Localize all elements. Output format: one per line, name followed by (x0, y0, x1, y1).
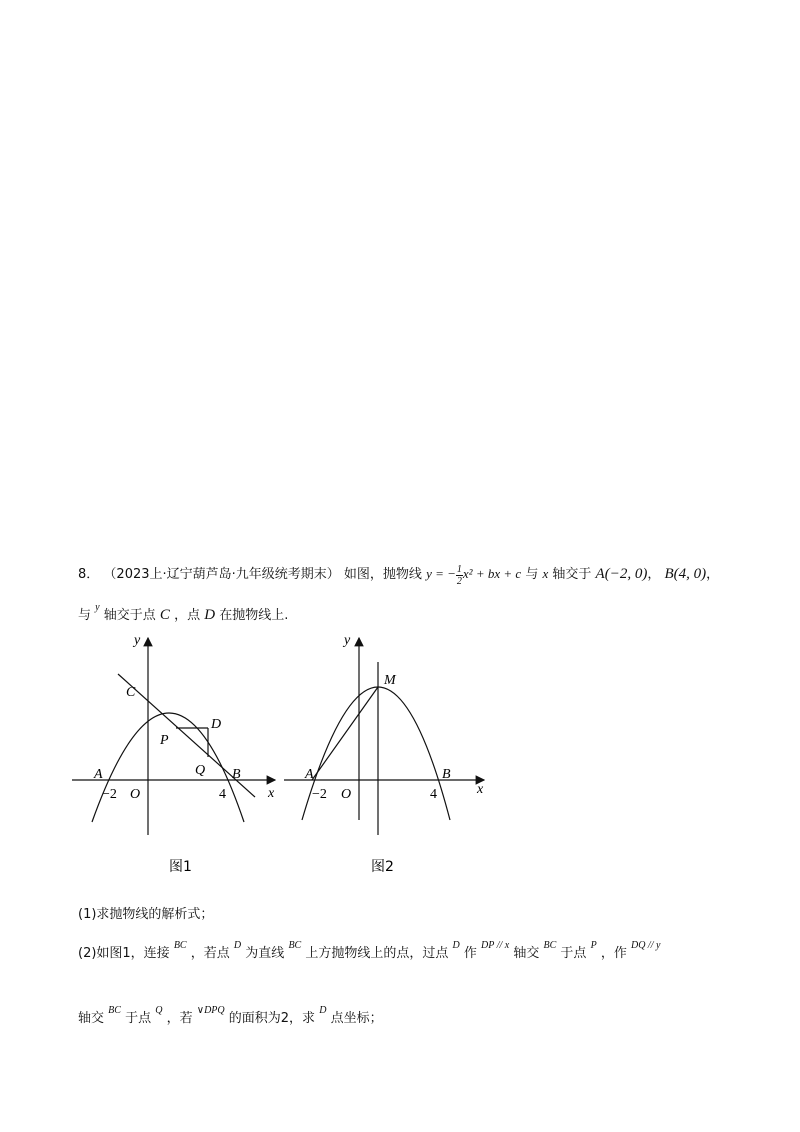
point-c: C (159, 607, 170, 623)
part-2-text: 的面积为2，求 (228, 1011, 316, 1026)
var-d: D (319, 1005, 327, 1016)
var-d: D (452, 940, 460, 951)
part-1-text: (1)求抛物线的解析式； (78, 907, 214, 922)
part-2-text: (2)如图1，连接 (78, 946, 170, 961)
label-a: A (94, 767, 103, 782)
part-2-text: 于点 (125, 1011, 152, 1026)
figure-2 (282, 630, 502, 875)
label-x: x (268, 786, 275, 801)
part-2-text: 点坐标； (330, 1011, 383, 1026)
var-bc: BC (108, 1005, 121, 1016)
parabola (92, 713, 244, 822)
figure-1 (70, 630, 290, 875)
var-dp-parallel-x: DP // x (481, 940, 510, 951)
label-4: 4 (219, 787, 226, 802)
problem-number: 8． (78, 567, 100, 582)
problem-text: 如图，抛物线 (343, 567, 422, 582)
label-y: y (134, 633, 141, 648)
problem-source: （2023上·辽宁葫芦岛·九年级统考期末） (103, 567, 340, 582)
var-bc: BC (543, 940, 557, 951)
label-b: B (232, 767, 241, 782)
point-a: A(−2, 0) (595, 566, 648, 582)
var-dq-parallel-y: DQ // y (630, 940, 661, 951)
var-q: Q (155, 1005, 163, 1016)
label-b: B (442, 767, 451, 782)
label-o: O (341, 787, 352, 802)
label-p: P (160, 733, 169, 748)
var-p: P (590, 940, 597, 951)
part-2-text: ，若 (166, 1011, 193, 1026)
label-4: 4 (430, 787, 437, 802)
eq-denominator: 2 (456, 575, 462, 587)
part-2-text: 上方抛物线上的点，过点 (305, 946, 449, 961)
label-x: x (477, 782, 484, 797)
eq-y: y (426, 566, 432, 581)
part-2-text: 作 (463, 946, 477, 961)
label-d: D (211, 717, 222, 732)
eq-numerator: 1 (456, 563, 462, 575)
label-a: A (305, 767, 314, 782)
problem-text: ，点 (174, 608, 201, 623)
problem-text: 与 (525, 567, 539, 582)
var-bc: BC (173, 940, 187, 951)
problem-text: 与 (78, 608, 92, 623)
var-triangle-dpq: ∨DPQ (196, 1005, 225, 1016)
figure-1-caption: 图1 (169, 859, 192, 875)
problem-text: 轴交于 (552, 567, 592, 582)
label-m: M (384, 673, 396, 688)
label-minus-2: −2 (312, 787, 327, 802)
label-o: O (130, 787, 141, 802)
label-q: Q (195, 763, 206, 778)
eq-fraction (456, 564, 463, 587)
part-2-line-1 (78, 942, 660, 961)
label-c: C (126, 685, 136, 700)
part-2-text: 轴交 (513, 946, 540, 961)
problem-line-1 (78, 563, 719, 587)
part-2-text: ，若点 (190, 946, 230, 961)
equation (426, 563, 522, 587)
label-y: y (344, 633, 351, 648)
separator: ， (647, 567, 661, 582)
part-2-text: 为直线 (245, 946, 285, 961)
part-2-line-2 (78, 1007, 383, 1026)
point-b: B(4, 0) (664, 566, 707, 582)
var-d: D (233, 940, 242, 951)
eq-equals: = − (431, 566, 456, 581)
eq-rest: x² + bx + c (462, 566, 522, 581)
part-2-text: ，作 (600, 946, 627, 961)
point-d: D (204, 607, 216, 623)
problem-text: 在抛物线上. (219, 608, 289, 623)
label-minus-2: −2 (102, 787, 117, 802)
var-bc: BC (288, 940, 302, 951)
separator: ， (706, 567, 720, 582)
part-1 (78, 903, 213, 922)
problem-text: 轴交于点 (103, 608, 156, 623)
part-2-text: 于点 (560, 946, 587, 961)
var-y: y (95, 602, 100, 613)
part-2-text: 轴交 (78, 1011, 105, 1026)
segment-am (312, 687, 378, 780)
figure-2-caption: 图2 (371, 859, 394, 875)
problem-line-2 (78, 604, 288, 624)
var-x: x (542, 566, 549, 581)
